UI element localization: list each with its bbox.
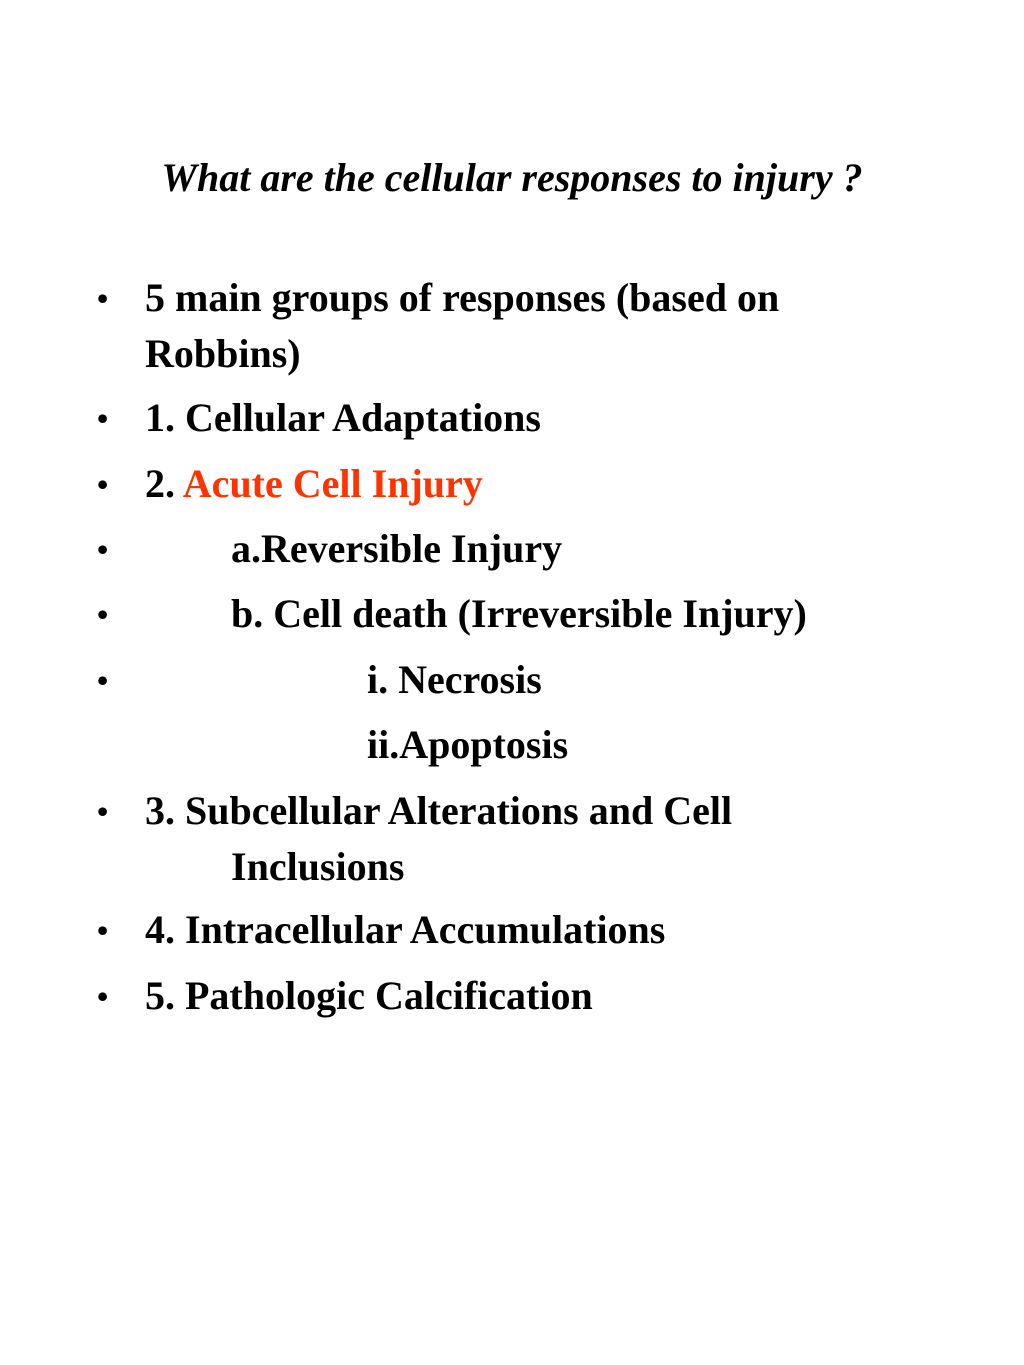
- list-item-number: 2.: [145, 461, 183, 506]
- highlight-text: Acute Cell Injury: [182, 461, 483, 506]
- list-item-text: 5. Pathologic Calcification: [145, 973, 593, 1018]
- list-item-text: [145, 456, 483, 512]
- list-item-line: 3. Subcellular Alterations and Cell: [145, 788, 733, 833]
- bullet-icon: •: [97, 596, 109, 632]
- bullet-icon: •: [97, 978, 109, 1014]
- list-item-text: b. Cell death (Irreversible Injury): [231, 591, 807, 636]
- list-item-text: [145, 270, 779, 382]
- list-item-text: a.Reversible Injury: [231, 526, 563, 571]
- bullet-icon: •: [97, 280, 109, 316]
- bullet-icon: •: [97, 400, 109, 436]
- list-item-text: 1. Cellular Adaptations: [145, 395, 541, 440]
- list-item-text: ii.Apoptosis: [367, 722, 569, 767]
- list-item-text: i. Necrosis: [367, 657, 542, 702]
- list-item-text: 4. Intracellular Accumulations: [145, 907, 666, 952]
- list-item-line: Inclusions: [231, 844, 405, 889]
- list-item-text: [145, 783, 732, 895]
- bullet-icon: •: [97, 912, 109, 948]
- bullet-icon: •: [97, 531, 109, 567]
- bullet-icon: •: [97, 793, 109, 829]
- bullet-icon: •: [97, 662, 109, 698]
- list-item-line: 5 main groups of responses (based on: [145, 275, 780, 320]
- list-item-line: Robbins): [145, 331, 301, 376]
- bullet-icon: •: [97, 466, 109, 502]
- page-title: What are the cellular responses to injury ?: [161, 155, 863, 200]
